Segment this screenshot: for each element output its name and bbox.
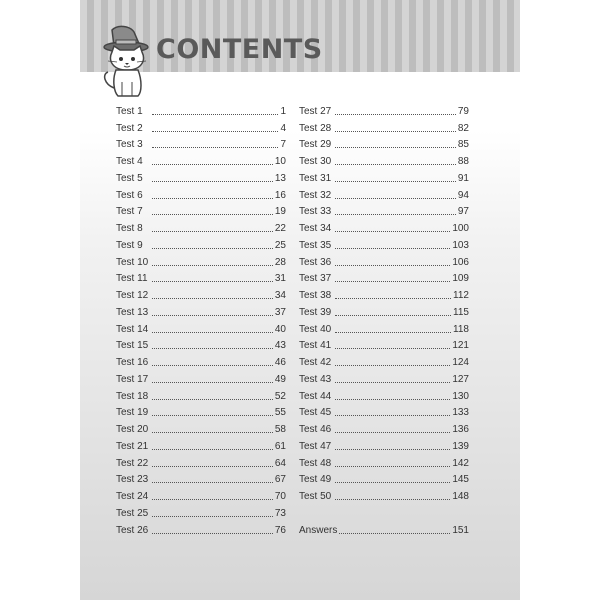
toc-entry xyxy=(116,469,286,486)
toc-entry-page: 133 xyxy=(452,407,469,419)
dot-leader xyxy=(152,273,273,282)
toc-entry-label: Test 5 xyxy=(116,172,143,184)
toc-entry-page: 82 xyxy=(457,122,469,134)
toc-entry-page: 94 xyxy=(457,189,469,201)
toc-entry-page: 124 xyxy=(452,357,469,368)
toc-entry-label: Test 37 xyxy=(299,273,332,285)
toc-entry-page: 43 xyxy=(274,340,286,352)
toc-entry xyxy=(299,201,469,218)
toc-entry xyxy=(116,502,286,519)
dot-leader xyxy=(152,173,273,182)
toc-right-column xyxy=(299,100,469,536)
toc-entry xyxy=(116,217,286,234)
toc-entry-page: 25 xyxy=(274,239,286,251)
toc-entry-label: Test 34 xyxy=(299,223,332,234)
toc-entry xyxy=(299,134,469,151)
dot-leader xyxy=(335,374,450,383)
toc-entry-label: Test 15 xyxy=(116,340,149,352)
toc-entry-label: Test 31 xyxy=(299,172,332,184)
dot-leader xyxy=(152,407,273,416)
toc-entry xyxy=(116,418,286,435)
dot-leader xyxy=(335,407,450,416)
dot-leader xyxy=(335,307,451,316)
dot-leader xyxy=(152,374,273,383)
page-title: CONTENTS xyxy=(156,34,323,65)
dot-leader xyxy=(152,223,273,232)
toc-entry xyxy=(299,234,469,251)
dot-leader xyxy=(152,340,273,349)
toc-entry xyxy=(299,150,469,167)
toc-entry-label: Test 47 xyxy=(299,440,332,452)
toc-entry-label: Answers xyxy=(299,524,338,536)
toc-entry-label: Test 13 xyxy=(116,306,149,318)
toc-entry-page: 22 xyxy=(274,223,286,234)
toc-entry-label: Test 21 xyxy=(116,440,149,452)
toc-entry xyxy=(116,351,286,368)
toc-entry-label: Test 2 xyxy=(116,122,143,134)
toc-entry-page: 79 xyxy=(457,105,469,117)
toc-entry-page: 130 xyxy=(452,390,469,402)
toc-entry-page: 127 xyxy=(452,373,469,385)
toc-entry-page: 100 xyxy=(452,223,469,234)
dot-leader xyxy=(335,290,451,299)
toc-entry-label: Test 29 xyxy=(299,139,332,151)
dot-leader xyxy=(152,123,278,132)
toc-entry-page: 88 xyxy=(457,156,469,167)
toc-entry-label: Test 33 xyxy=(299,206,332,218)
toc-entry xyxy=(299,100,469,117)
dot-leader xyxy=(152,290,273,299)
dot-leader xyxy=(152,357,273,366)
dot-leader xyxy=(152,458,273,467)
dot-leader xyxy=(335,340,450,349)
toc-entry-page: 7 xyxy=(280,139,286,151)
toc-entry xyxy=(299,351,469,368)
toc-entry xyxy=(299,217,469,234)
toc-entry-page: 4 xyxy=(280,122,286,134)
toc-entry xyxy=(116,234,286,251)
toc-entry-label: Test 40 xyxy=(299,323,332,335)
toc-entry xyxy=(116,368,286,385)
toc-entry-label: Test 18 xyxy=(116,390,149,402)
dot-leader xyxy=(152,307,273,316)
toc-entry-page: 118 xyxy=(453,323,469,335)
dot-leader xyxy=(335,491,450,500)
toc-entry-label: Test 24 xyxy=(116,491,149,502)
toc-entry-page: 16 xyxy=(274,189,286,201)
toc-entry xyxy=(116,134,286,151)
dot-leader xyxy=(152,424,273,433)
toc-entry xyxy=(299,435,469,452)
toc-entry-label: Test 1 xyxy=(116,105,143,117)
dot-leader xyxy=(335,240,450,249)
toc-spacer xyxy=(299,502,469,519)
toc-entry-page: 61 xyxy=(274,440,286,452)
dot-leader xyxy=(335,324,451,333)
toc-entry-page: 148 xyxy=(452,491,469,502)
toc-entry xyxy=(116,268,286,285)
toc-entry-label: Test 35 xyxy=(299,239,332,251)
toc-entry-label: Test 10 xyxy=(116,256,149,268)
toc-entry xyxy=(116,201,286,218)
toc-entry-page: 40 xyxy=(274,323,286,335)
toc-entry-label: Test 32 xyxy=(299,189,332,201)
toc-entry xyxy=(299,452,469,469)
dot-leader xyxy=(339,525,450,534)
toc-left-column xyxy=(116,100,286,536)
toc-entry-label: Test 6 xyxy=(116,189,143,201)
toc-entry-label: Test 8 xyxy=(116,223,143,234)
toc-entry-page: 85 xyxy=(457,139,469,151)
toc-entry-page: 151 xyxy=(452,524,469,536)
dot-leader xyxy=(335,106,456,115)
toc-entry-label: Test 17 xyxy=(116,373,149,385)
toc-entry xyxy=(299,284,469,301)
dot-leader xyxy=(335,391,450,400)
dot-leader xyxy=(152,391,273,400)
toc-entry-label: Test 14 xyxy=(116,323,149,335)
toc-entry xyxy=(116,117,286,134)
toc-entry-page: 13 xyxy=(274,172,286,184)
toc-entry xyxy=(299,335,469,352)
toc-entry xyxy=(116,402,286,419)
dot-leader xyxy=(335,424,450,433)
dot-leader xyxy=(335,206,456,215)
toc-entry-label: Test 38 xyxy=(299,290,332,301)
toc-entry xyxy=(116,335,286,352)
toc-entry-page: 106 xyxy=(452,256,469,268)
dot-leader xyxy=(335,190,456,199)
toc-entry-label: Test 23 xyxy=(116,474,149,486)
toc-entry-label: Test 22 xyxy=(116,457,149,469)
contents-page xyxy=(80,0,520,600)
dot-leader xyxy=(335,474,450,483)
dot-leader xyxy=(335,173,456,182)
dot-leader xyxy=(335,273,450,282)
toc-entry-page: 97 xyxy=(457,206,469,218)
dot-leader xyxy=(152,139,278,148)
dot-leader xyxy=(152,324,273,333)
dot-leader xyxy=(152,441,273,450)
toc-entry-label: Test 11 xyxy=(116,273,148,285)
toc-entry-page: 28 xyxy=(274,256,286,268)
toc-entry-page: 34 xyxy=(274,290,286,301)
toc-entry-page: 139 xyxy=(452,440,469,452)
toc-entry xyxy=(299,268,469,285)
toc-entry-label: Test 27 xyxy=(299,105,332,117)
toc-entry xyxy=(116,100,286,117)
toc-entry-page: 58 xyxy=(274,424,286,435)
toc-entry-page: 67 xyxy=(274,474,286,486)
toc-entry xyxy=(116,284,286,301)
toc-entry-label: Test 46 xyxy=(299,424,332,435)
cat-witch-hat-icon xyxy=(100,22,160,100)
dot-leader xyxy=(335,156,456,165)
toc-entry-label: Test 7 xyxy=(116,206,143,218)
dot-leader xyxy=(152,156,273,165)
toc-entry-page: 115 xyxy=(453,306,469,318)
toc-entry-page: 55 xyxy=(274,407,286,419)
toc-entry-page: 19 xyxy=(274,206,286,218)
toc-entry-page: 70 xyxy=(274,491,286,502)
dot-leader xyxy=(152,491,273,500)
toc-entry-page: 49 xyxy=(274,373,286,385)
toc-entry xyxy=(116,485,286,502)
toc-entry xyxy=(116,452,286,469)
toc-entry xyxy=(299,469,469,486)
toc-entry xyxy=(116,251,286,268)
toc-entry-page: 112 xyxy=(453,290,469,301)
toc-entry-label: Test 16 xyxy=(116,357,149,368)
toc-entry-page: 1 xyxy=(280,105,286,117)
toc-entry-page: 73 xyxy=(274,507,286,519)
dot-leader xyxy=(152,206,273,215)
toc-entry-page: 136 xyxy=(452,424,469,435)
toc-entry-label: Test 26 xyxy=(116,524,149,536)
toc-entry xyxy=(299,184,469,201)
toc-entry-label: Test 42 xyxy=(299,357,332,368)
toc-entry xyxy=(299,251,469,268)
toc-entry-label: Test 41 xyxy=(299,340,332,352)
toc-entry xyxy=(116,318,286,335)
toc-entry-label: Test 4 xyxy=(116,156,143,167)
toc-entry xyxy=(299,402,469,419)
toc-entry-page: 103 xyxy=(452,239,469,251)
toc-entry xyxy=(299,167,469,184)
toc-entry-page: 145 xyxy=(452,474,469,486)
toc-entry-label: Test 43 xyxy=(299,373,332,385)
toc-entry-page: 142 xyxy=(452,457,469,469)
toc-entry-label: Test 19 xyxy=(116,407,149,419)
toc-entry xyxy=(116,385,286,402)
toc-entry xyxy=(116,184,286,201)
dot-leader xyxy=(335,357,450,366)
toc-entry-label: Test 39 xyxy=(299,306,332,318)
dot-leader xyxy=(152,525,273,534)
dot-leader xyxy=(152,240,273,249)
toc-entry-label: Test 20 xyxy=(116,424,149,435)
toc-entry-label: Test 44 xyxy=(299,390,332,402)
toc-entry-page: 52 xyxy=(274,390,286,402)
toc-entry-page: 37 xyxy=(274,306,286,318)
toc-entry-page: 76 xyxy=(274,524,286,536)
toc-entry-label: Test 9 xyxy=(116,239,143,251)
toc-entry-label: Test 45 xyxy=(299,407,332,419)
toc-entry-page: 121 xyxy=(452,340,469,352)
dot-leader xyxy=(335,139,456,148)
toc-entry-page: 64 xyxy=(274,457,286,469)
toc-entry xyxy=(299,418,469,435)
toc-entry xyxy=(299,318,469,335)
toc-entry xyxy=(116,150,286,167)
toc-entry-page: 91 xyxy=(457,172,469,184)
toc-entry xyxy=(299,368,469,385)
toc-entry xyxy=(299,117,469,134)
toc-entry-page: 46 xyxy=(274,357,286,368)
toc-entry-label: Test 49 xyxy=(299,474,332,486)
toc-entry xyxy=(299,385,469,402)
toc-entry-answers xyxy=(299,519,469,536)
dot-leader xyxy=(152,257,273,266)
toc-entry-page: 109 xyxy=(452,273,469,285)
dot-leader xyxy=(335,441,450,450)
toc-entry xyxy=(299,485,469,502)
toc-entry-label: Test 12 xyxy=(116,290,149,301)
dot-leader xyxy=(335,223,450,232)
toc-entry xyxy=(116,519,286,536)
toc-entry-label: Test 28 xyxy=(299,122,332,134)
dot-leader xyxy=(152,508,273,517)
dot-leader xyxy=(335,458,450,467)
toc-entry xyxy=(116,435,286,452)
toc-entry-label: Test 48 xyxy=(299,457,332,469)
toc-entry-label: Test 30 xyxy=(299,156,332,167)
toc-entry xyxy=(116,167,286,184)
dot-leader xyxy=(152,106,278,115)
toc-entry-label: Test 25 xyxy=(116,507,149,519)
toc-entry-label: Test 3 xyxy=(116,139,143,151)
dot-leader xyxy=(335,257,450,266)
toc-entry-label: Test 50 xyxy=(299,491,332,502)
dot-leader xyxy=(152,190,273,199)
toc-entry-label: Test 36 xyxy=(299,256,332,268)
dot-leader xyxy=(335,123,456,132)
toc-entry-page: 10 xyxy=(274,156,286,167)
toc-entry xyxy=(299,301,469,318)
toc-entry xyxy=(116,301,286,318)
toc-entry-page: 31 xyxy=(274,273,286,285)
dot-leader xyxy=(152,474,273,483)
